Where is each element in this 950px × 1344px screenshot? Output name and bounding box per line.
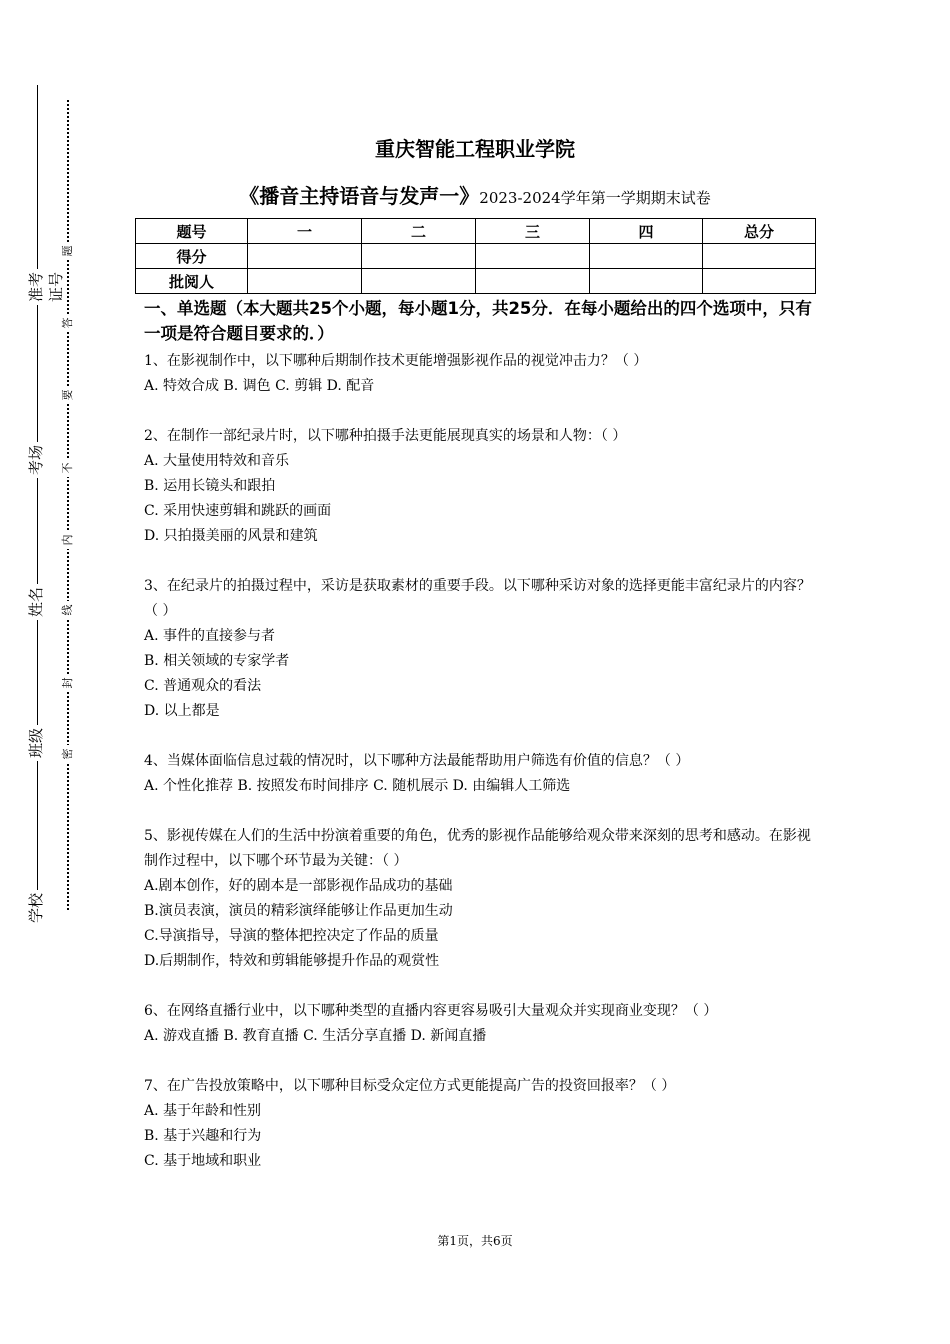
- question-stem: 1、在影视制作中，以下哪种后期制作技术更能增强影视作品的视觉冲击力？（ ）: [144, 353, 648, 369]
- grader-cell: [248, 269, 362, 294]
- question-option: D. 只拍摄美丽的风景和建筑: [144, 528, 318, 544]
- score-table: [135, 218, 816, 294]
- question-option: A. 大量使用特效和音乐: [144, 453, 290, 469]
- binding-dotted-line: [67, 100, 69, 910]
- label-exam-room: 考场: [26, 442, 46, 478]
- question-option: D.后期制作，特效和剪辑能够提升作品的观赏性: [144, 953, 440, 969]
- label-school: 学校: [26, 890, 46, 926]
- question-stem: 4、当媒体面临信息过载的情况时，以下哪种方法最能帮助用户筛选有价值的信息？（ ）: [144, 753, 690, 769]
- header-cell: 题号: [136, 219, 248, 244]
- section-heading: 一、单选题（本大题共25个小题，每小题1分，共25分．在每小题给出的四个选项中，只有一项是符合题目要求的．）: [144, 299, 812, 343]
- score-cell: [248, 244, 362, 269]
- header-cell: 二: [362, 219, 476, 244]
- grader-cell: [590, 269, 703, 294]
- binding-margin: [0, 0, 100, 1344]
- grader-cell: [476, 269, 590, 294]
- binding-mark: 不: [61, 459, 75, 477]
- question-option: A. 游戏直播 B. 教育直播 C. 生活分享直播 D. 新闻直播: [144, 1028, 487, 1044]
- question-stem: 3、在纪录片的拍摄过程中，采访是获取素材的重要手段。以下哪种采访对象的选择更能丰富纪录片的内容？（ ）: [144, 578, 811, 619]
- course-title: 《播音主持语音与发声一》: [239, 184, 480, 208]
- question-option: C.导演指导，导演的整体把控决定了作品的质量: [144, 928, 439, 944]
- header-cell: 一: [248, 219, 362, 244]
- term-label: 2023-2024学年第一学期期末试卷: [479, 189, 711, 207]
- question-option: A.剧本创作，好的剧本是一部影视作品成功的基础: [144, 878, 453, 894]
- question-option: A. 事件的直接参与者: [144, 628, 276, 644]
- grader-cell: [362, 269, 476, 294]
- binding-mark: 题: [61, 242, 75, 260]
- header-cell: 四: [590, 219, 703, 244]
- question-option: B. 基于兴趣和行为: [144, 1128, 262, 1144]
- row-label: 批阅人: [136, 269, 248, 294]
- binding-mark: 封: [61, 674, 75, 692]
- page-footer: 第1页，共6页: [437, 1234, 513, 1248]
- score-table-header: [136, 219, 816, 244]
- question-option: B. 运用长镜头和跟拍: [144, 478, 276, 494]
- score-cell: [476, 244, 590, 269]
- row-label: 得分: [136, 244, 248, 269]
- binding-mark: 内: [61, 531, 75, 549]
- question-option: B.演员表演，演员的精彩演绎能够让作品更加生动: [144, 903, 453, 919]
- binding-mark: 要: [61, 386, 75, 404]
- question-option: C. 采用快速剪辑和跳跃的画面: [144, 503, 332, 519]
- header-cell: 总分: [703, 219, 816, 244]
- question-stem: 2、在制作一部纪录片时，以下哪种拍摄手法更能展现真实的场景和人物：（ ）: [144, 428, 627, 444]
- question-option: B. 相关领域的专家学者: [144, 653, 290, 669]
- question-stem: 5、影视传媒在人们的生活中扮演着重要的角色，优秀的影视作品能够给观众带来深刻的思考和感动。在影视制作过程中，以下哪个环节最为关键：（ ）: [144, 828, 811, 869]
- grader-row: [136, 269, 816, 294]
- question-option: A. 个性化推荐 B. 按照发布时间排序 C. 随机展示 D. 由编辑人工筛选: [144, 778, 571, 794]
- grader-cell: [703, 269, 816, 294]
- score-row: [136, 244, 816, 269]
- label-name: 姓名: [26, 584, 46, 620]
- exam-content: [144, 296, 816, 1174]
- question-option: C. 基于地域和职业: [144, 1153, 262, 1169]
- binding-mark: 线: [61, 601, 75, 619]
- score-cell: [362, 244, 476, 269]
- question-option: A. 基于年龄和性别: [144, 1103, 262, 1119]
- binding-solid-line: [37, 85, 38, 925]
- binding-mark: 答: [61, 314, 75, 332]
- header-cell: 三: [476, 219, 590, 244]
- question-stem: 6、在网络直播行业中，以下哪种类型的直播内容更容易吸引大量观众并实现商业变现？（ ）: [144, 1003, 718, 1019]
- binding-mark: 密: [61, 745, 75, 763]
- school-title: 重庆智能工程职业学院: [375, 137, 575, 161]
- label-class: 班级: [26, 725, 46, 761]
- label-exam-id: 准考证号: [26, 269, 46, 305]
- exam-subtitle: [135, 180, 815, 209]
- question-option: A. 特效合成 B. 调色 C. 剪辑 D. 配音: [144, 378, 375, 394]
- question-option: D. 以上都是: [144, 703, 220, 719]
- score-cell: [703, 244, 816, 269]
- score-cell: [590, 244, 703, 269]
- question-option: C. 普通观众的看法: [144, 678, 262, 694]
- question-stem: 7、在广告投放策略中，以下哪种目标受众定位方式更能提高广告的投资回报率？（ ）: [144, 1078, 676, 1094]
